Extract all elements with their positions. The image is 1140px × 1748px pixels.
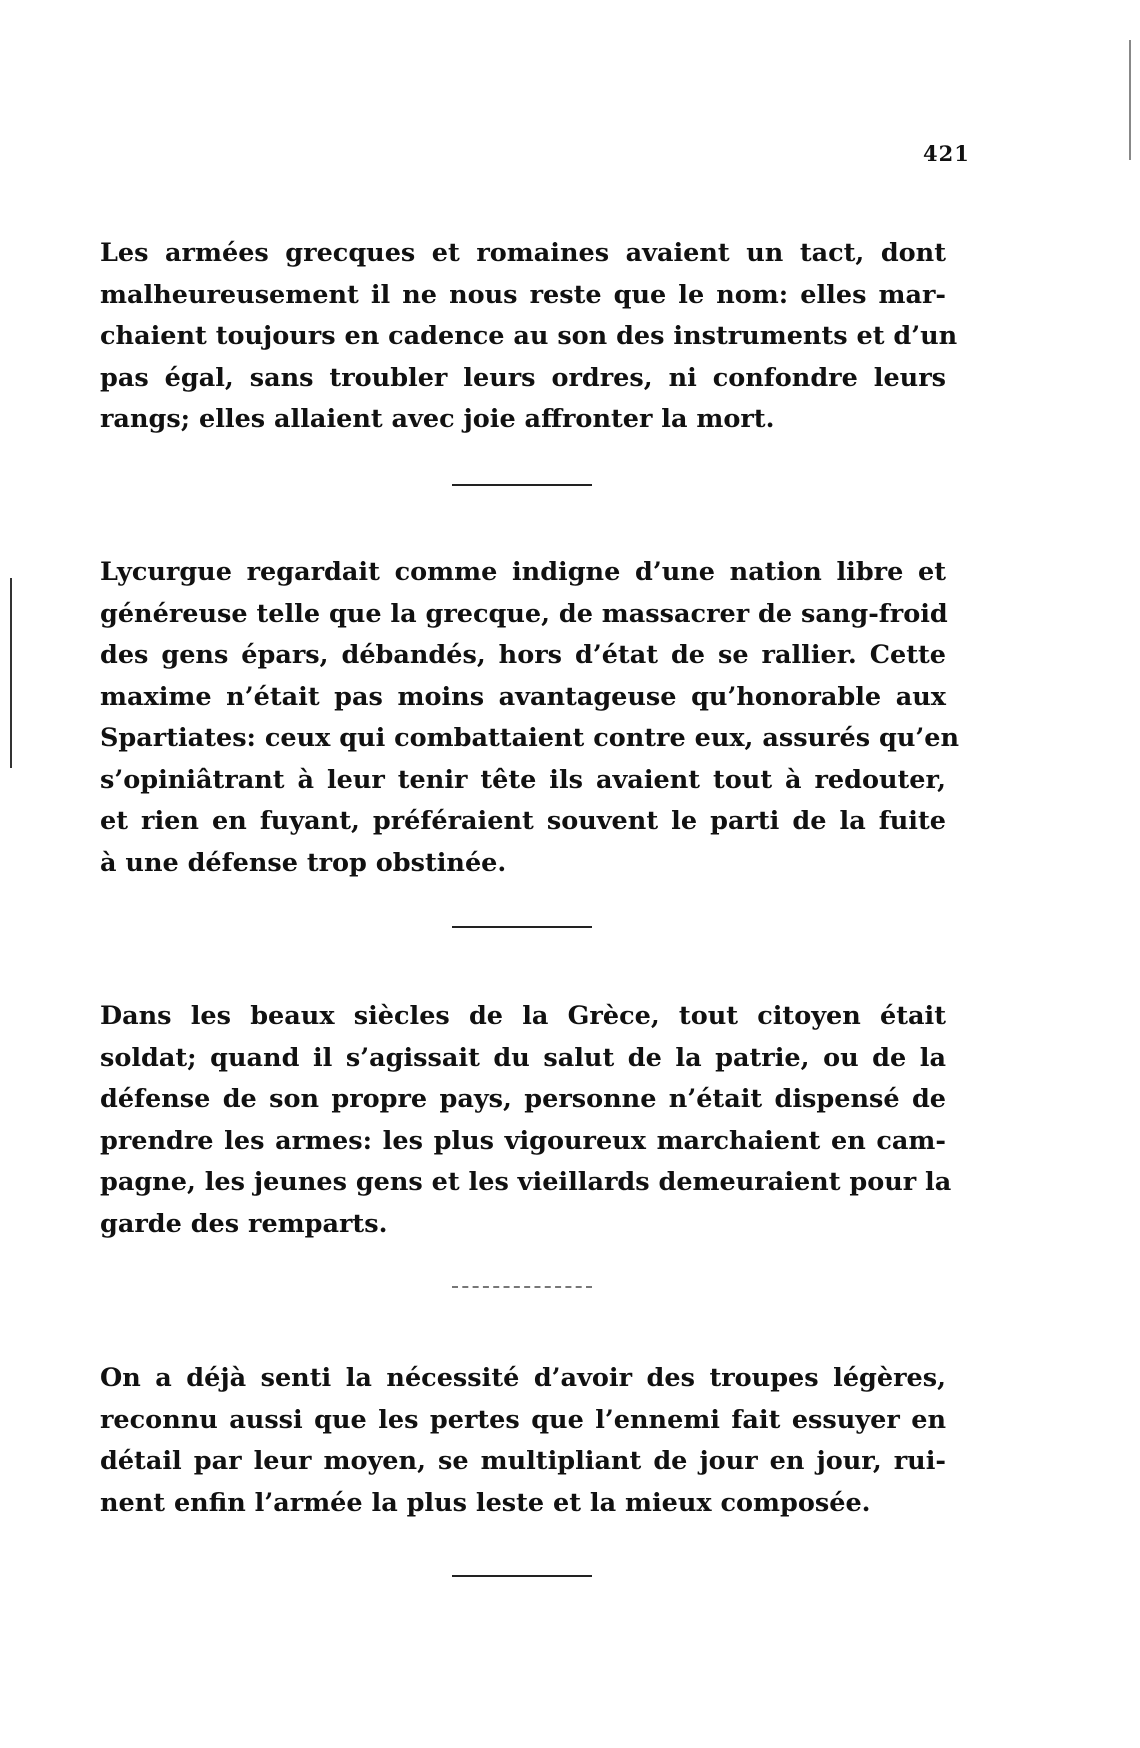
section-divider [452, 1575, 592, 1577]
section-divider [452, 484, 592, 486]
paragraph-line: généreuse telle que la grecque, de massacrer de sang-froid [100, 598, 948, 629]
paragraph-line: Lycurgue regardait comme indigne d’une nation libre et [100, 557, 946, 587]
paragraph-line: et rien en fuyant, préféraient souvent le parti de la fuite [100, 806, 946, 836]
paragraph-line: défense de son propre pays, personne n’était dispensé de [100, 1084, 946, 1114]
page-number: 421 [923, 141, 970, 166]
scan-edge-left [10, 578, 12, 768]
paragraph-line: détail par leur moyen, se multipliant de jour en jour, rui- [100, 1446, 946, 1476]
paragraph-line: malheureusement il ne nous reste que le nom: elles mar- [100, 279, 946, 310]
section-divider [452, 1286, 592, 1288]
paragraph-line: à une défense trop obstinée. [100, 847, 507, 878]
paragraph-line: reconnu aussi que les pertes que l’ennemi fait essuyer en [100, 1404, 946, 1435]
paragraph-line: Les armées grecques et romaines avaient un tact, dont [100, 238, 946, 268]
paragraph-line: Dans les beaux siècles de la Grèce, tout citoyen était [100, 1001, 946, 1031]
section-divider [452, 926, 592, 928]
paragraph-line: garde des remparts. [100, 1208, 388, 1239]
paragraph-line: pagne, les jeunes gens et les vieillards demeuraient pour la [100, 1167, 952, 1197]
paragraph-3 [100, 996, 952, 1245]
paragraph-line: pas égal, sans troubler leurs ordres, ni confondre leurs [100, 362, 946, 393]
scan-edge-right [1129, 40, 1131, 160]
paragraph-line: maxime n’était pas moins avantageuse qu’honorable aux [100, 681, 946, 712]
paragraph-line: rangs; elles allaient avec joie affronter la mort. [100, 404, 775, 434]
paragraph-line: prendre les armes: les plus vigoureux marchaient en cam- [100, 1125, 946, 1156]
paragraph-1 [100, 233, 958, 441]
paragraph-line: On a déjà senti la nécessité d’avoir des troupes légères, [100, 1363, 946, 1393]
paragraph-4 [100, 1358, 946, 1524]
paragraph-2 [100, 552, 959, 884]
paragraph-line: chaient toujours en cadence au son des instruments et d’un [100, 321, 958, 351]
paragraph-line: s’opiniâtrant à leur tenir tête ils avaient tout à redouter, [100, 764, 946, 795]
paragraph-line: Spartiates: ceux qui combattaient contre eux, assurés qu’en [100, 723, 959, 753]
paragraph-line: soldat; quand il s’agissait du salut de la patrie, ou de la [100, 1042, 946, 1073]
paragraph-line: nent enfin l’armée la plus leste et la mieux composée. [100, 1487, 871, 1518]
paragraph-line: des gens épars, débandés, hors d’état de se rallier. Cette [100, 640, 946, 670]
